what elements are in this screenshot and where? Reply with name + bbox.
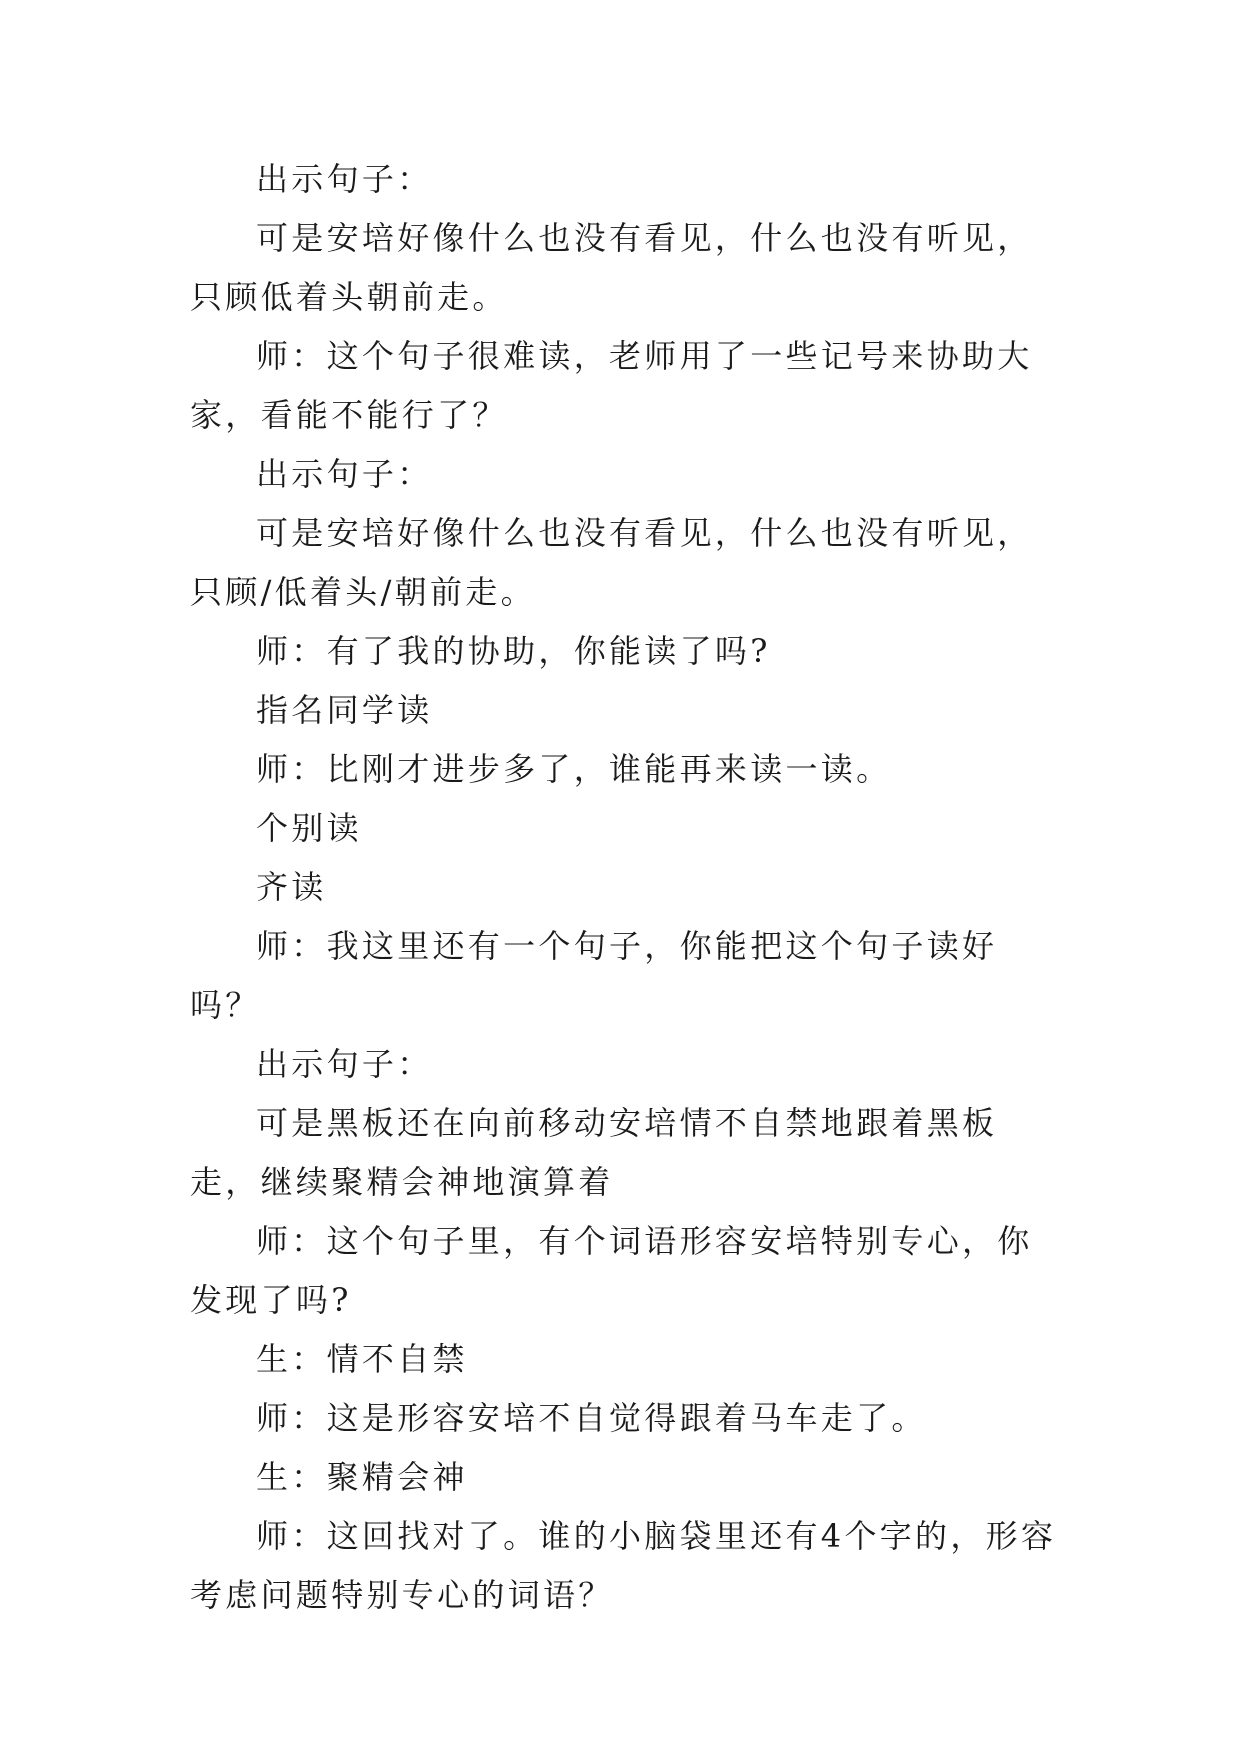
paragraph: 出示句子： bbox=[256, 455, 433, 493]
paragraph: 出示句子： bbox=[256, 1045, 433, 1083]
document-body bbox=[190, 150, 1060, 1625]
paragraph: 齐读 bbox=[256, 868, 327, 906]
paragraph: 师：这是形容安培不自觉得跟着马车走了。 bbox=[256, 1399, 927, 1437]
paragraph: 可是黑板还在向前移动安培情不自禁地跟着黑板走，继续聚精会神地演算着 bbox=[190, 1104, 998, 1201]
paragraph: 师：这个句子里，有个词语形容安培特别专心，你发现了吗? bbox=[190, 1222, 1033, 1319]
paragraph: 可是安培好像什么也没有看见，什么也没有听见，只顾低着头朝前走。 bbox=[190, 219, 1033, 316]
paragraph: 师：比刚才进步多了，谁能再来读一读。 bbox=[256, 750, 892, 788]
paragraph: 师：我这里还有一个句子，你能把这个句子读好吗？ bbox=[190, 927, 998, 1024]
paragraph: 指名同学读 bbox=[256, 691, 433, 729]
paragraph: 可是安培好像什么也没有看见，什么也没有听见，只顾/低着头/朝前走。 bbox=[190, 514, 1033, 611]
paragraph: 生：情不自禁 bbox=[256, 1340, 468, 1378]
paragraph: 师：这回找对了。谁的小脑袋里还有4个字的，形容考虑问题特别专心的词语？ bbox=[190, 1517, 1057, 1614]
paragraph: 生：聚精会神 bbox=[256, 1458, 468, 1496]
paragraph: 师：有了我的协助，你能读了吗? bbox=[256, 632, 771, 670]
paragraph: 师：这个句子很难读，老师用了一些记号来协助大家，看能不能行了？ bbox=[190, 337, 1033, 434]
paragraph: 个别读 bbox=[256, 809, 362, 847]
paragraph: 出示句子： bbox=[256, 160, 433, 198]
